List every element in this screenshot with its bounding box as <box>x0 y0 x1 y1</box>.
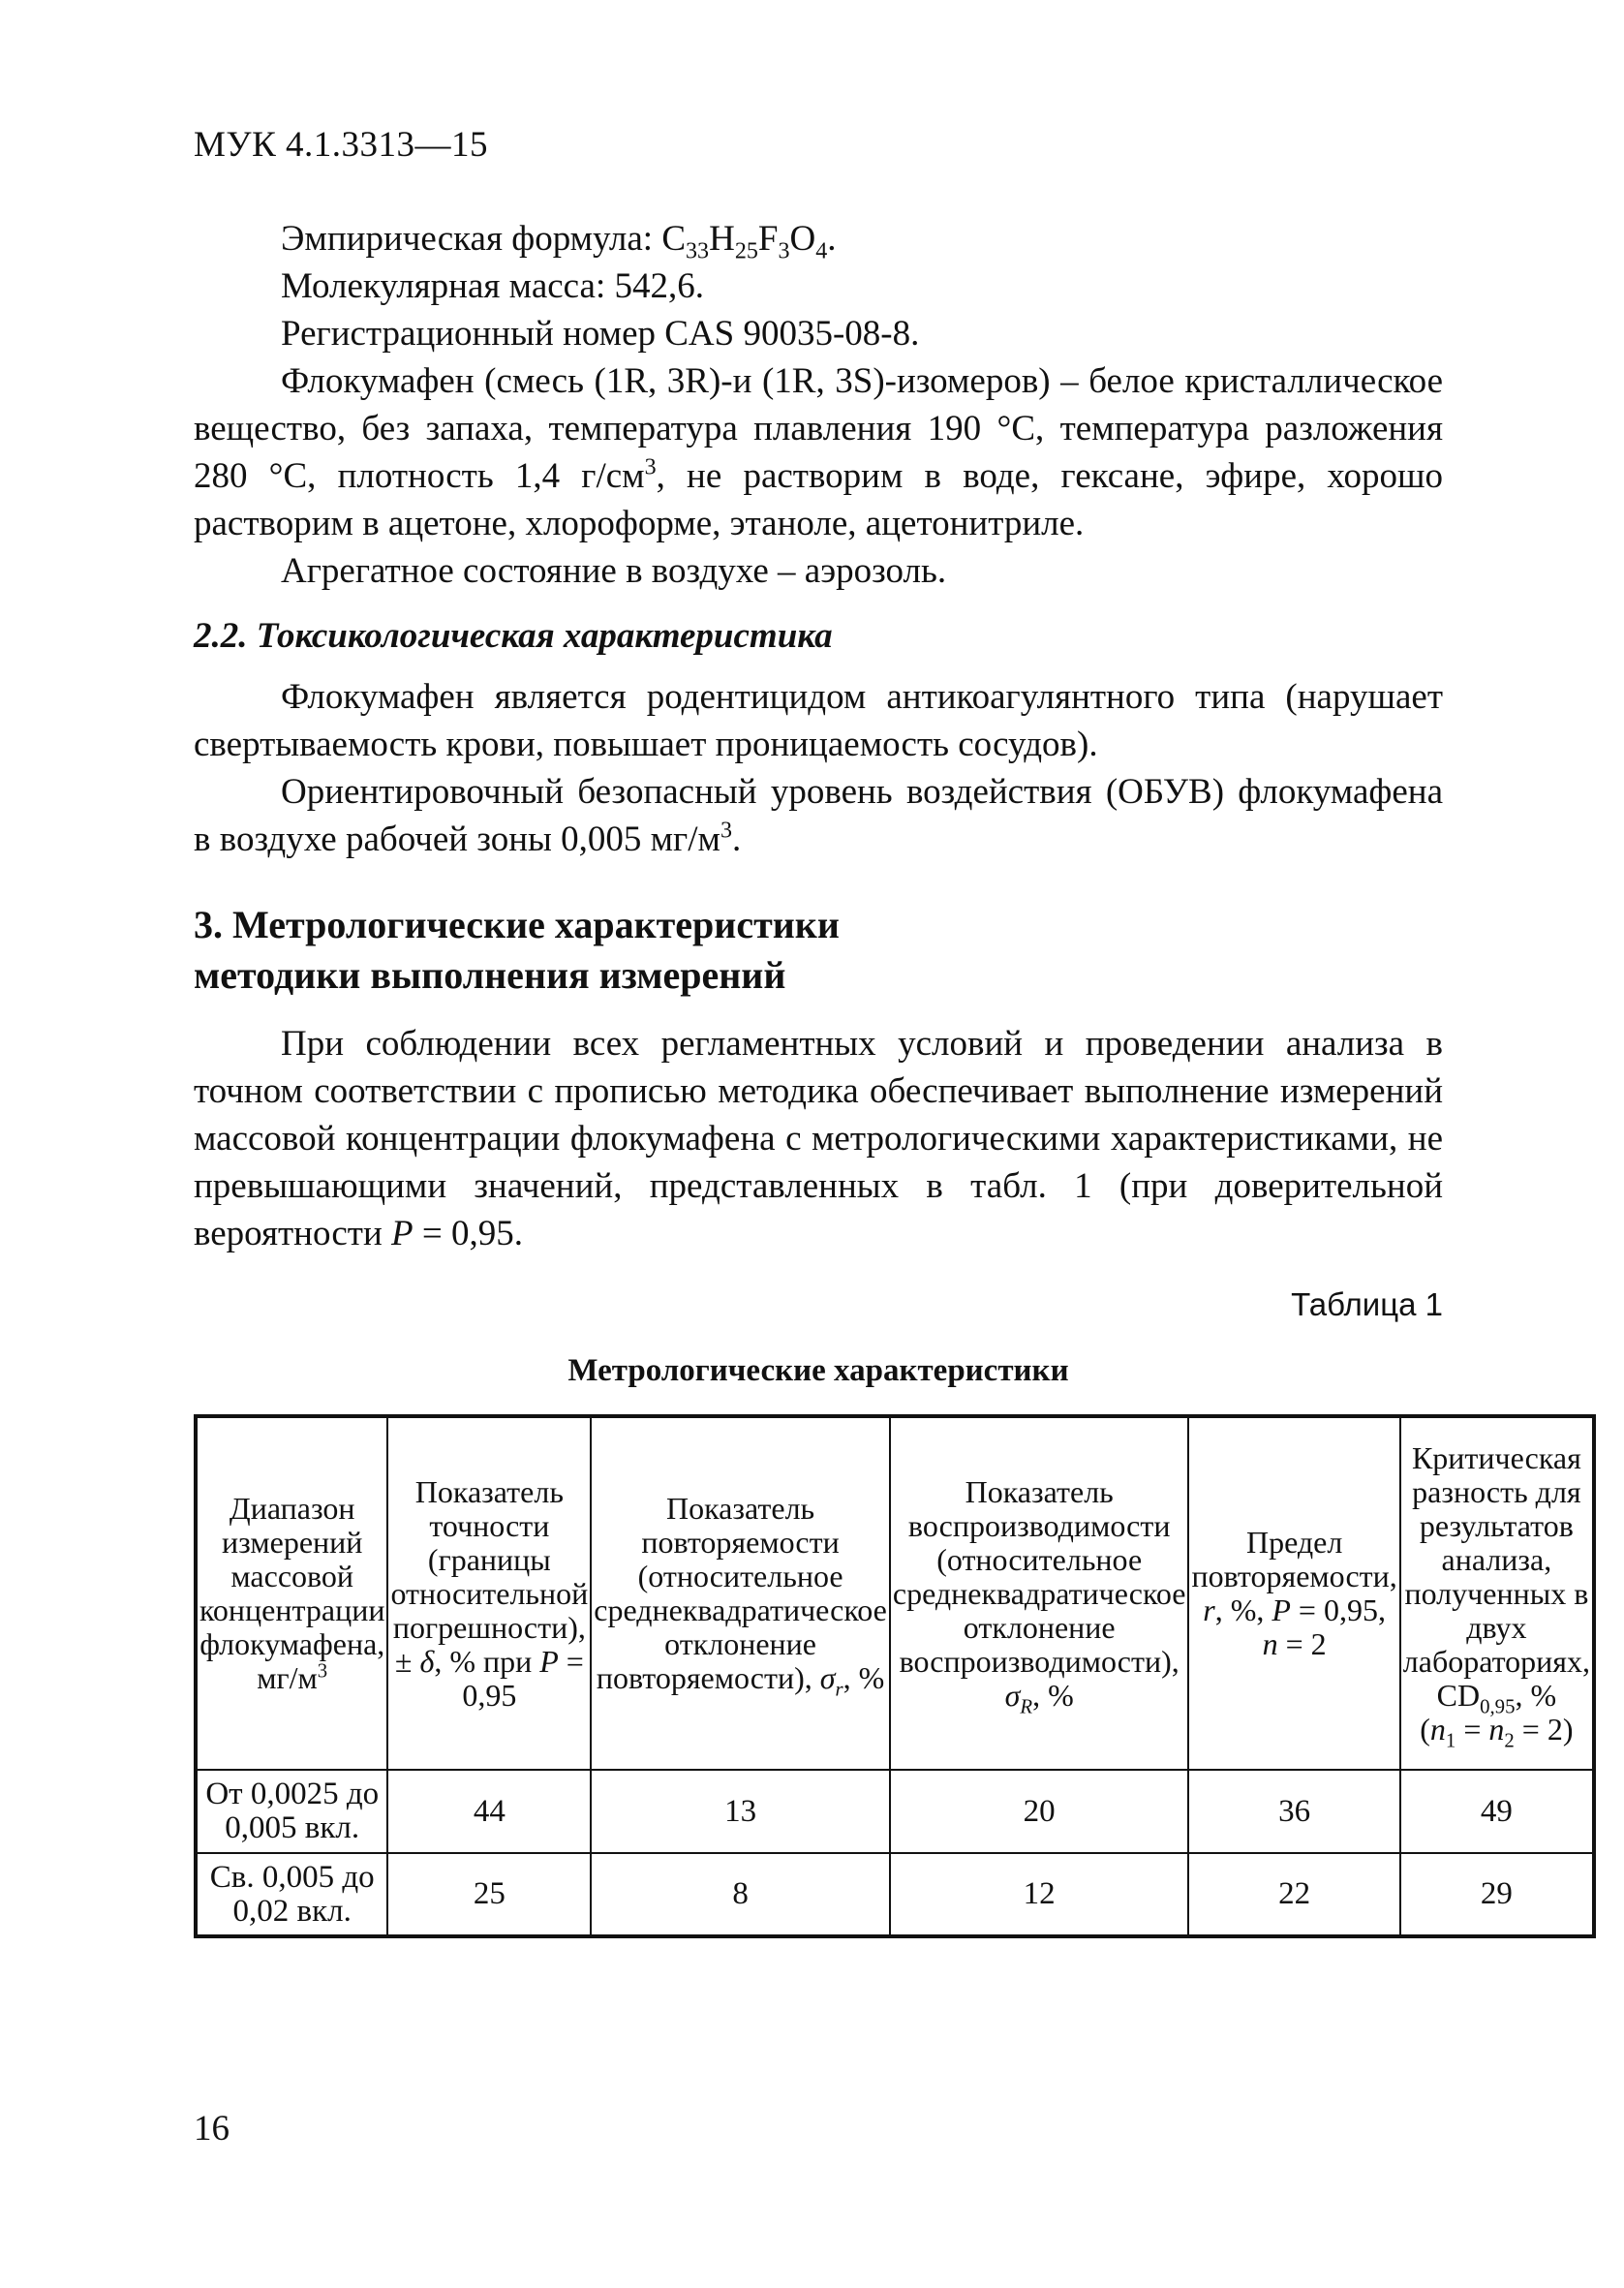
header-repeatability-limit: Предел повторяемости, r, %, P = 0,95, n = 2 <box>1188 1416 1399 1770</box>
cell-reproducibility: 20 <box>890 1770 1189 1853</box>
cell-accuracy: 44 <box>387 1770 591 1853</box>
molecular-mass: Молекулярная масса: 542,6. <box>281 266 705 306</box>
empirical-formula: Эмпирическая формула: $C_{33}H_{25}F_3O_4$. <box>281 219 837 264</box>
cell-critical: 49 <box>1400 1770 1594 1853</box>
cell-range: Св. 0,005 до 0,02 вкл. <box>196 1853 387 1936</box>
header-critical-difference: Критическая разность для результатов анализа, полученных в двух лабораториях, $CD_{0,95}$, % $(n_1 = n_2 = 2)$ <box>1400 1416 1594 1770</box>
header-range: Диапазон измерений массовой концентрации флокумафена, $мг/м^3$ <box>196 1416 387 1770</box>
metrology-table <box>194 1414 1596 1938</box>
chapter-title-metrology: 3. Метрологические характеристики методики выполнения измерений <box>194 903 840 997</box>
header-accuracy: Показатель точности (границы относительной погрешности), ± δ, % при P = 0,95 <box>387 1416 591 1770</box>
page-content <box>194 215 1590 1938</box>
cell-accuracy: 25 <box>387 1853 591 1936</box>
table-row <box>196 1770 1594 1853</box>
document-code-header: МУК 4.1.3313—15 <box>194 125 489 165</box>
substance-description: Флокумафен (смесь (1R, 3R)-и (1R, 3S)-изомеров) – белое кристаллическое вещество, без запаха, температура плавления 190 °С, температура разложения 280 °С, плотность 1,4 $г/см^3$, не растворим в воде, гексане, эфире, хорошо растворим в ацетоне, хлороформе, этаноле, ацетонитриле. <box>194 361 1443 543</box>
cell-range: От 0,0025 до 0,005 вкл. <box>196 1770 387 1853</box>
table-row <box>196 1853 1594 1936</box>
table-caption: Метрологические характеристики <box>567 1353 1069 1388</box>
cell-critical: 29 <box>1400 1853 1594 1936</box>
toxicology-paragraph-1: Флокумафен является родентицидом антикоагулянтного типа (нарушает свертываемость крови, повышает проницаемость сосудов). <box>194 677 1443 764</box>
header-reproducibility: Показатель воспроизводимости (относительное среднеквадратическое отклонение воспроизводимости), $\sigma_R$, % <box>890 1416 1189 1770</box>
cell-repeatability: 8 <box>591 1853 890 1936</box>
section-title-toxicology: 2.2. Токсикологическая характеристика <box>194 616 833 656</box>
cell-repeatability: 13 <box>591 1770 890 1853</box>
table-number: Таблица 1 <box>1291 1286 1443 1322</box>
aggregate-state: Агрегатное состояние в воздухе – аэрозоль. <box>281 551 947 591</box>
cell-limit: 36 <box>1188 1770 1399 1853</box>
toxicology-paragraph-2: Ориентировочный безопасный уровень воздействия (ОБУВ) флокумафена в воздухе рабочей зоны 0,005 $мг/м^3$. <box>194 772 1443 859</box>
cell-limit: 22 <box>1188 1853 1399 1936</box>
table-header-row <box>196 1416 1594 1770</box>
cas-number: Регистрационный номер CAS 90035-08-8. <box>281 314 920 354</box>
cell-reproducibility: 12 <box>890 1853 1189 1936</box>
header-repeatability: Показатель повторяемости (относительное среднеквадратическое отклонение повторяемости), $\sigma_r$, % <box>591 1416 890 1770</box>
page-number: 16 <box>194 2109 230 2149</box>
metrology-paragraph: При соблюдении всех регламентных условий и проведении анализа в точном соответствии с прописью методика обеспечивает выполнение измерений массовой концентрации флокумафена с метрологическими характеристиками, не превышающими значений, представленных в табл. 1 (при доверительной вероятности P = 0,95. <box>194 1024 1443 1253</box>
